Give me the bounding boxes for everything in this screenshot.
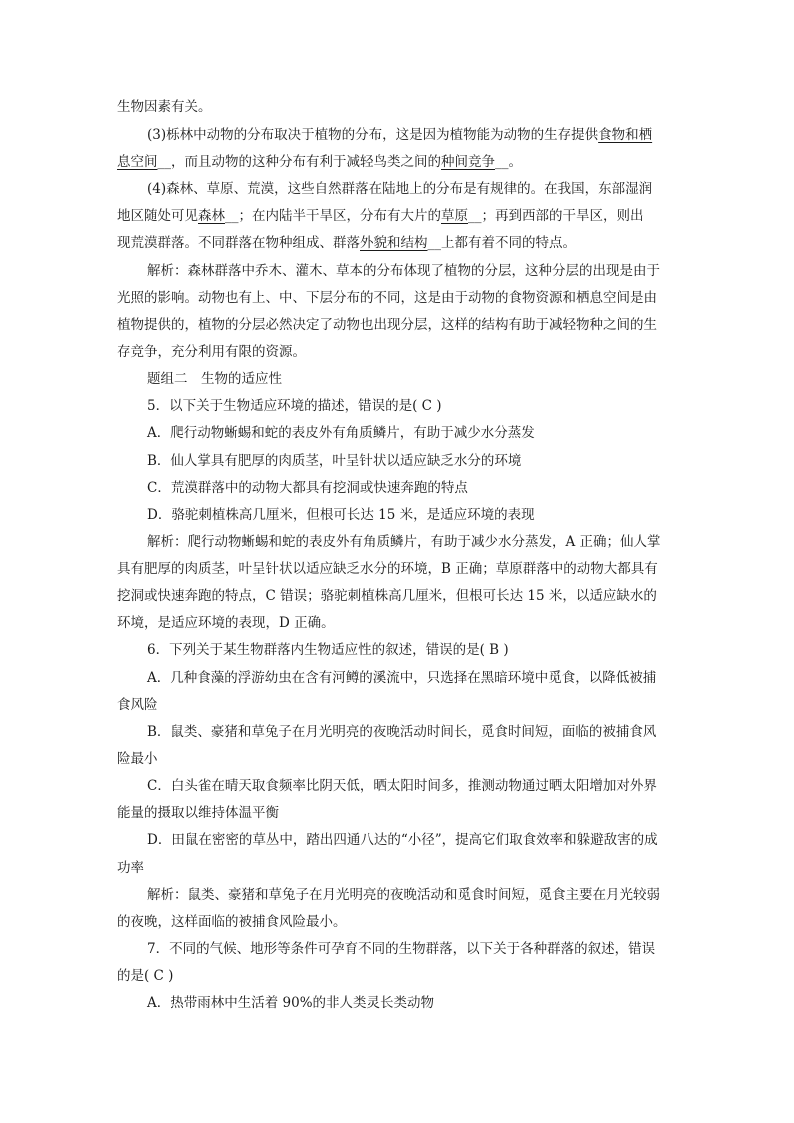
explanation-line: 解析：爬行动物蜥蜴和蛇的表皮外有角质鳞片，有助于减少水分蒸发，A 正确；仙人掌: [147, 534, 661, 550]
explanation-line: 挖洞或快速奔跑的特点，C 错误；骆驼刺植株高几厘米，但根可长达 15 米，以适应缺水的: [117, 588, 657, 604]
section-heading: 题组二 生物的适应性: [147, 371, 282, 387]
question-stem-continued: 的是( C ): [117, 968, 174, 984]
option-c-continued: 能量的摄取以维持体温平衡: [117, 805, 279, 821]
option-d: D．骆驼刺植株高几厘米，但根可长达 15 米，是适应环境的表现: [147, 507, 535, 523]
text-line: [117, 153, 522, 171]
question-stem: 5．以下关于生物适应环境的描述，错误的是( C ): [147, 398, 442, 414]
text-span: __上都有着不同的特点。: [427, 235, 576, 251]
text-span: 现荒漠群落。不同群落在物种组成、群落: [117, 235, 360, 251]
text-line: 植物提供的，植物的分层必然决定了动物也出现分层，这样的结构有助于减轻物种之间的生: [117, 317, 657, 333]
text-span: __。: [495, 154, 522, 170]
question-stem: 7．不同的气候、地形等条件可孕育不同的生物群落，以下关于各种群落的叙述，错误: [147, 941, 656, 957]
answer-blank: 息空间: [117, 154, 158, 170]
text-span: __，而且动物的这种分布有利于减轻鸟类之间的: [157, 154, 441, 170]
explanation-line: 解析：鼠类、豪猪和草兔子在月光明亮的夜晚活动和觅食时间短，觅食主要在月光较弱: [147, 887, 660, 903]
answer-blank: 森林: [198, 208, 225, 224]
option-c: C．荒漠群落中的动物大都具有挖洞或快速奔跑的特点: [147, 480, 468, 496]
option-d-continued: 功率: [117, 860, 144, 876]
option-b: B．仙人掌具有肥厚的肉质茎，叶呈针状以适应缺乏水分的环境: [147, 453, 522, 469]
text-line: 生物因素有关。: [117, 99, 212, 115]
text-span: __；在内陆半干旱区，分布有大片的: [225, 208, 441, 224]
explanation-line: 具有肥厚的肉质茎，叶呈针状以适应缺乏水分的环境，B 正确；草原群落中的动物大都具有: [117, 561, 658, 577]
answer-blank: 外貌和结构: [360, 235, 428, 251]
option-d: D．田鼠在密密的草丛中，踏出四通八达的“小径”，提高它们取食效率和躲避敌害的成: [147, 832, 658, 848]
answer-blank: 食物和栖: [598, 127, 653, 143]
option-a: A．爬行动物蜥蜴和蛇的表皮外有角质鳞片，有助于减少水分蒸发: [147, 425, 535, 441]
text-line: (4)森林、草原、荒漠，这些自然群落在陆地上的分布是有规律的。在我国，东部湿润: [147, 181, 653, 197]
text-span: __；再到西部的干旱区，则出: [468, 208, 644, 224]
text-line: 解析：森林群落中乔木、灌木、草本的分布体现了植物的分层，这种分层的出现是由于: [147, 263, 660, 279]
option-b-continued: 险最小: [117, 751, 158, 767]
explanation-line: 的夜晚，这样面临的被捕食风险最小。: [117, 914, 347, 930]
text-span: 地区随处可见: [117, 208, 198, 224]
text-line: [117, 207, 644, 225]
option-a: A．热带雨林中生活着 90%的非人类灵长类动物: [147, 995, 435, 1011]
text-line: 光照的影响。动物也有上、中、下层分布的不同，这是由于动物的食物资源和栖息空间是由: [117, 290, 657, 306]
text-line: [147, 126, 652, 144]
option-b: B．鼠类、豪猪和草兔子在月光明亮的夜晚活动时间长，觅食时间短，面临的被捕食风: [147, 724, 657, 740]
option-a-continued: 食风险: [117, 697, 158, 713]
question-stem: 6．下列关于某生物群落内生物适应性的叙述，错误的是( B ): [147, 642, 509, 658]
explanation-line: 环境，是适应环境的表现，D 正确。: [117, 615, 335, 631]
answer-blank: 草原: [441, 208, 468, 224]
text-span: (3)栎林中动物的分布取决于植物的分布，这是因为植物能为动物的生存提供: [147, 127, 599, 143]
text-line: 存竞争，充分利用有限的资源。: [117, 344, 306, 360]
text-line: [117, 234, 576, 252]
option-c: C．白头雀在晴天取食频率比阴天低，晒太阳时间多，推测动物通过晒太阳增加对外界: [147, 778, 657, 794]
option-a: A．几种食藻的浮游幼虫在含有河鳟的溪流中，只选择在黑暗环境中觅食，以降低被捕: [147, 670, 657, 686]
answer-blank: 种间竞争: [441, 154, 495, 170]
